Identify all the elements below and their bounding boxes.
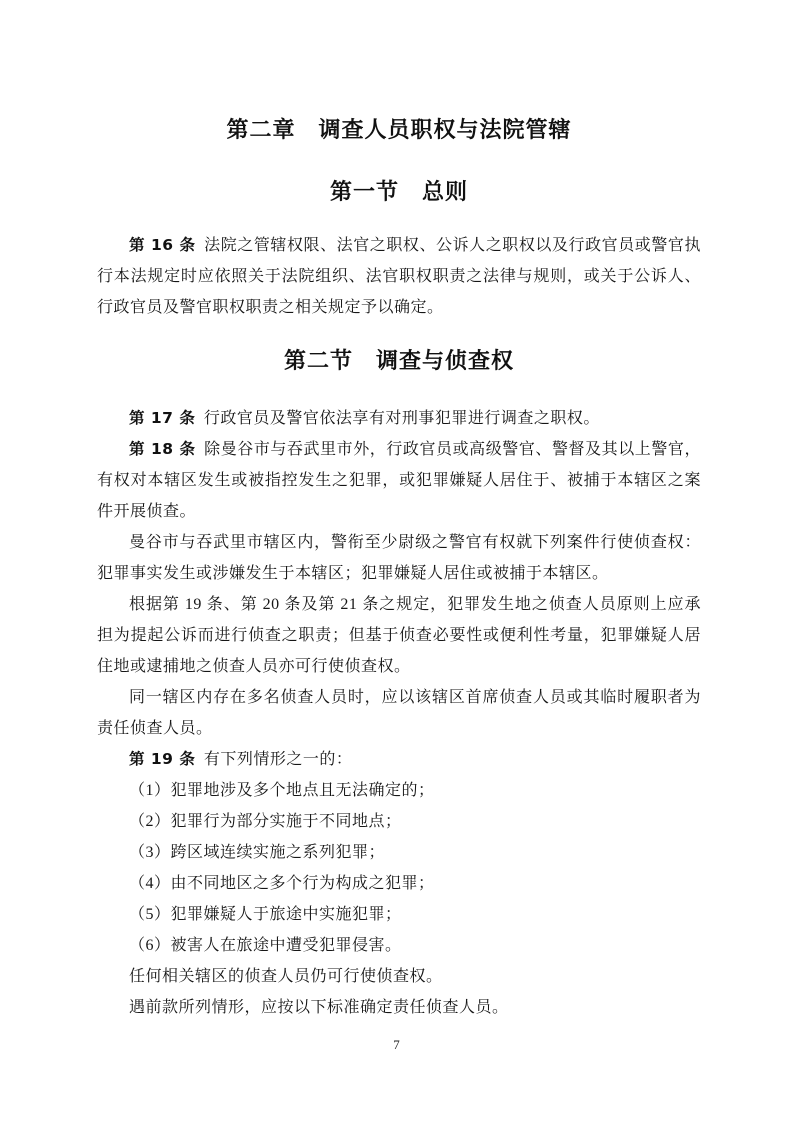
article-19-item-6: （6）被害人在旅途中遭受犯罪侵害。: [129, 937, 402, 954]
article-19-paragraph-3: 遇前款所列情形，应按以下标准确定责任侦查人员。: [129, 999, 509, 1016]
section-2-heading: 第二节 调查与侦查权: [283, 349, 514, 374]
article-17-paragraph: [97, 403, 701, 434]
article-18-paragraph-4: 同一辖区内存在多名侦查人员时，应以该辖区首席侦查人员或其临时履职者为责任侦查人员。: [97, 689, 701, 737]
article-19-item-4: （4）由不同地区之多个行为构成之犯罪；: [129, 875, 435, 892]
section-1-heading: 第一节 总则: [329, 180, 468, 205]
article-19-item-5: （5）犯罪嫌疑人于旅途中实施犯罪；: [129, 906, 402, 923]
article-19-item-3: （3）跨区域连续实施之系列犯罪；: [129, 844, 386, 861]
chapter-heading: 第二章 调查人员职权与法院管辖: [226, 118, 572, 143]
article-19-item-2: （2）犯罪行为部分实施于不同地点；: [129, 813, 402, 830]
article-19-label: 第 19 条: [129, 750, 196, 768]
article-16-text: 法院之管辖权限、法官之职权、公诉人之职权以及行政官员或警官执行本法规定时应依照关于法院组织、法官职权职责之法律与规则，或关于公诉人、行政官员及警官职权职责之相关规定予以确定。: [97, 237, 701, 316]
article-19-text: 有下列情形之一的：: [203, 751, 353, 768]
article-16-label: 第 16 条: [129, 236, 196, 254]
article-18-paragraph-3: 根据第 19 条、第 20 条及第 21 条之规定，犯罪发生地之侦查人员原则上应承担为提起公诉而进行侦查之职责；但基于侦查必要性或便利性考量，犯罪嫌疑人居住地或逮捕地之侦查人员亦可行使侦查权。: [97, 596, 701, 675]
article-17-text: 行政官员及警官依法享有对刑事犯罪进行调查之职权。: [203, 410, 600, 427]
article-18-text: 除曼谷市与吞武里市外，行政官员或高级警官、警督及其以上警官，有权对本辖区发生或被指控发生之犯罪，或犯罪嫌疑人居住于、被捕于本辖区之案件开展侦查。: [97, 441, 701, 520]
article-16-paragraph: [97, 230, 701, 323]
page-content: [97, 0, 701, 1023]
article-19-item-1: （1）犯罪地涉及多个地点且无法确定的；: [129, 782, 435, 799]
article-18-paragraph-2: 曼谷市与吞武里市辖区内，警衔至少尉级之警官有权就下列案件行使侦查权：犯罪事实发生或涉嫌发生于本辖区；犯罪嫌疑人居住或被捕于本辖区。: [97, 534, 701, 582]
article-18-paragraph-1: [97, 434, 701, 527]
article-18-label: 第 18 条: [129, 440, 196, 458]
article-17-label: 第 17 条: [129, 409, 196, 427]
page-number: 7: [393, 1037, 400, 1052]
article-19-paragraph-2: 任何相关辖区的侦查人员仍可行使侦查权。: [129, 968, 443, 985]
article-19-paragraph-1: [97, 744, 701, 775]
